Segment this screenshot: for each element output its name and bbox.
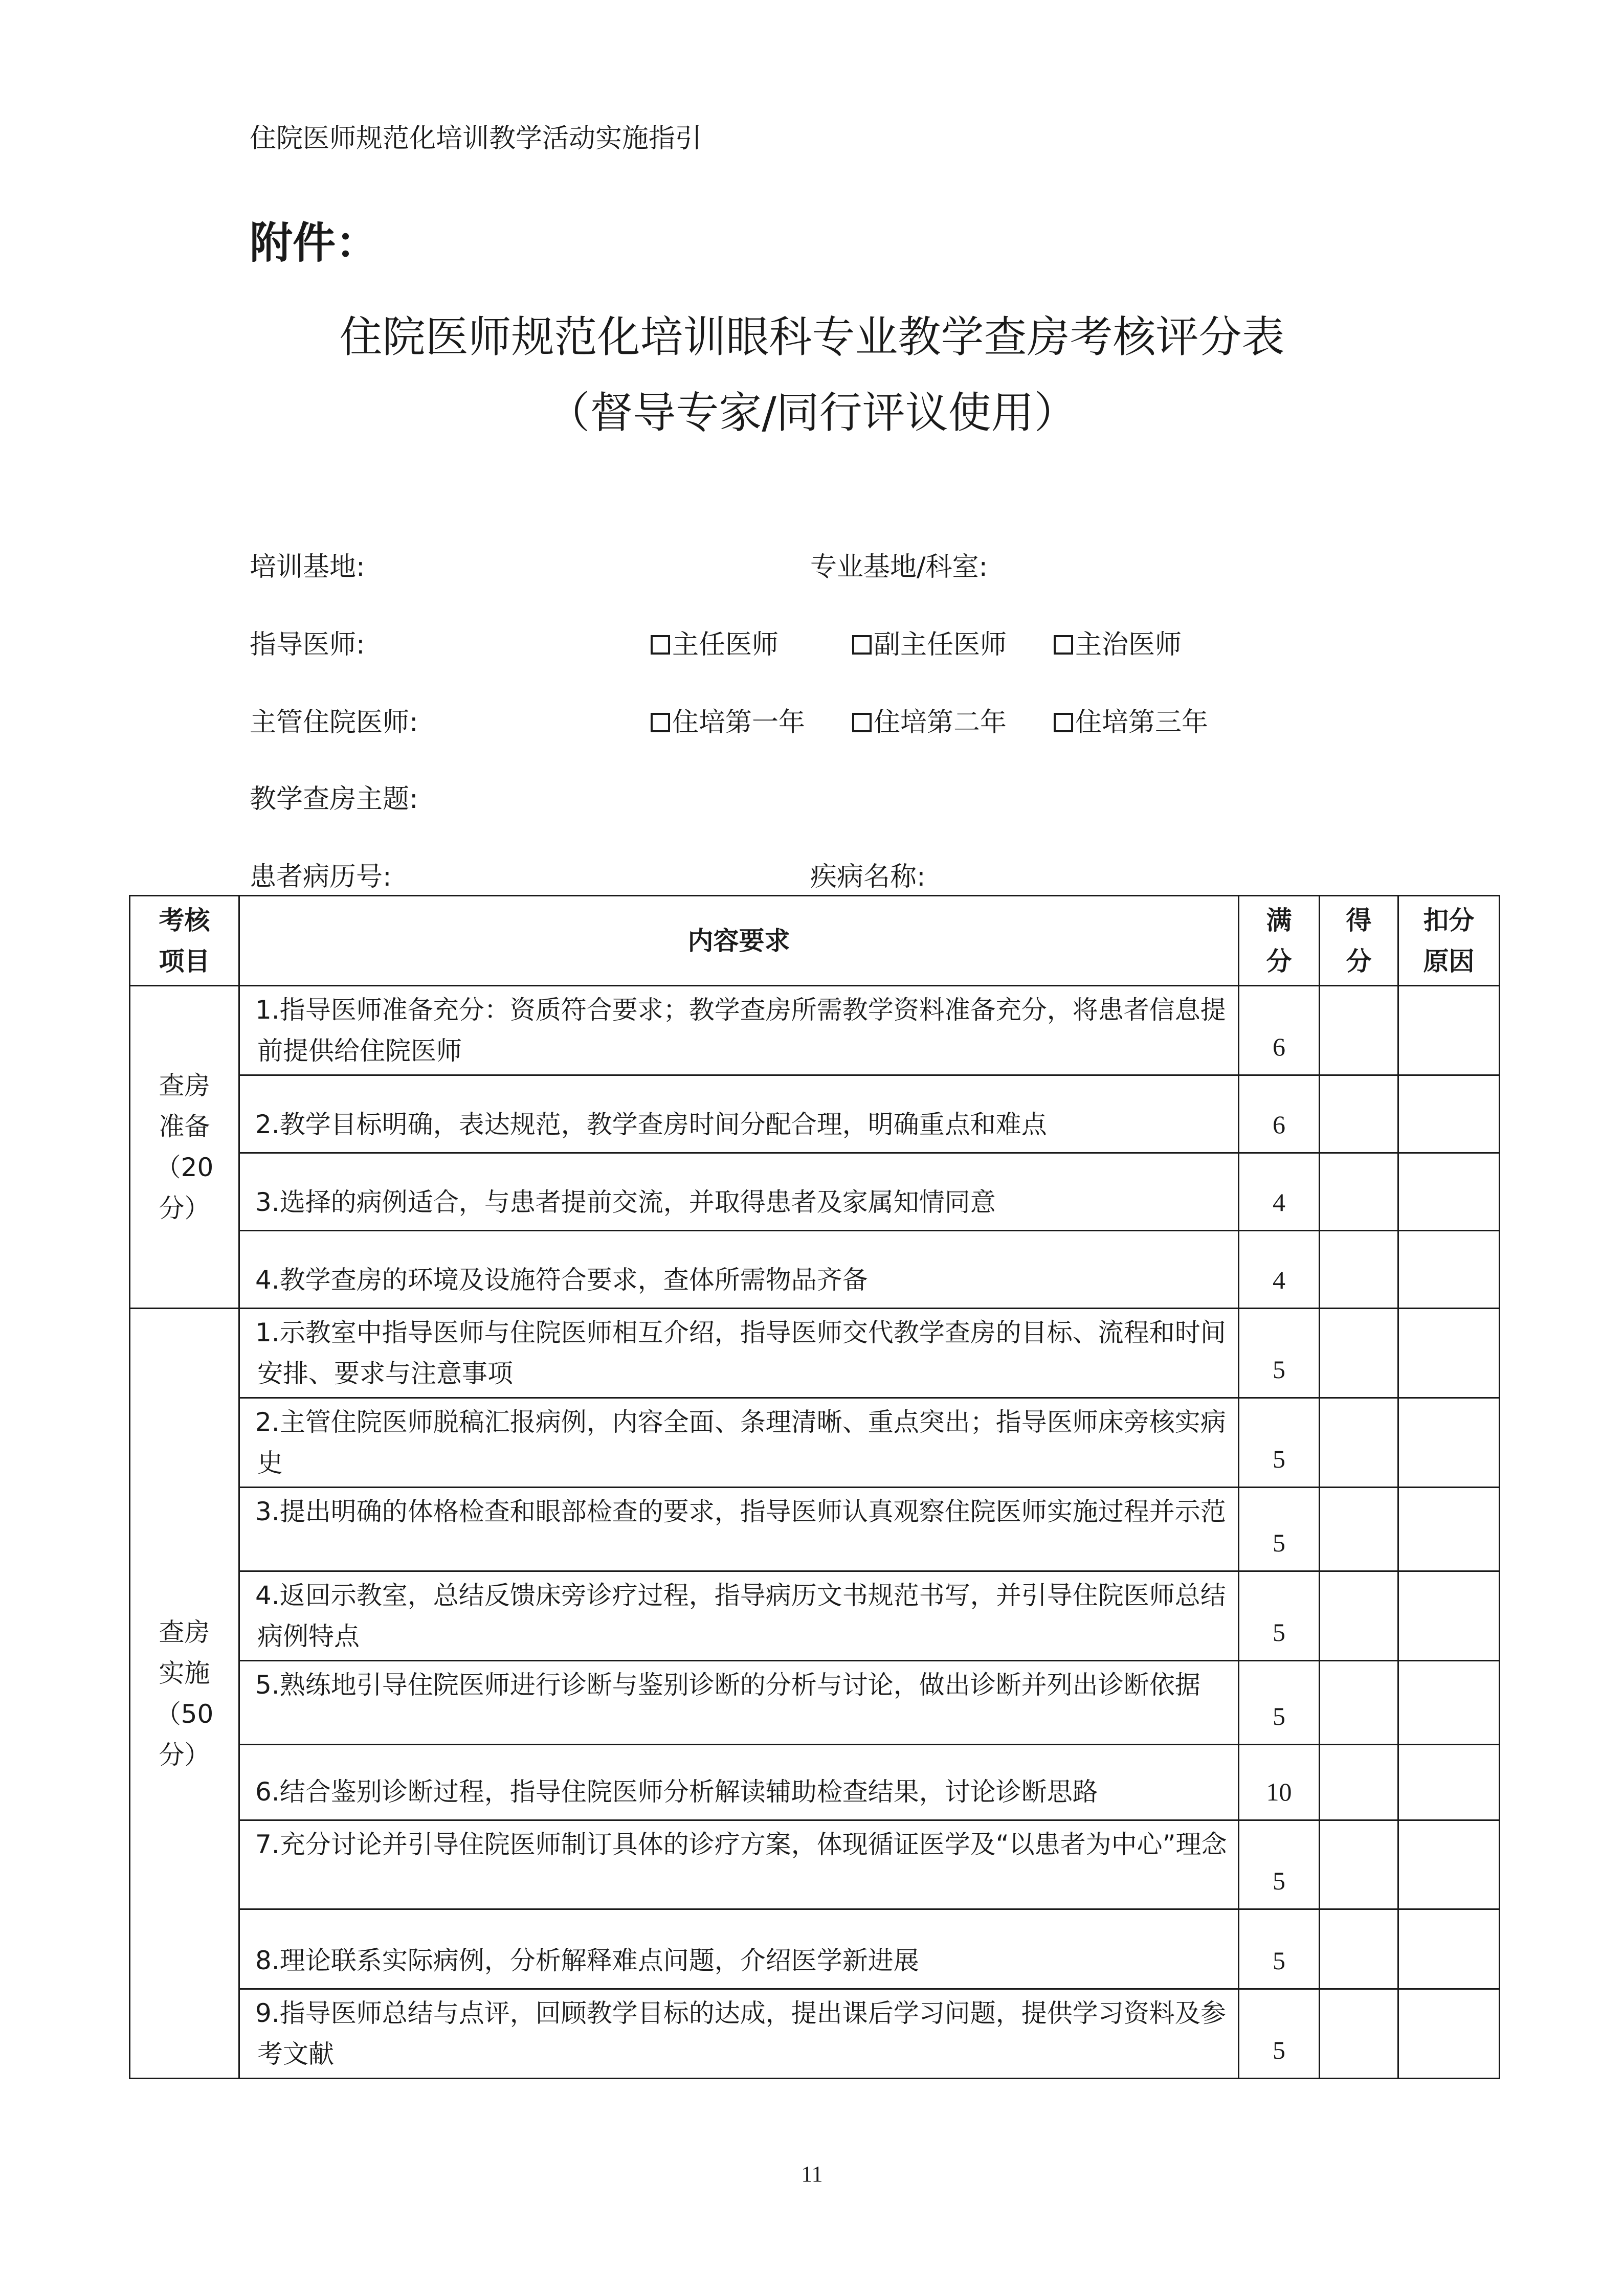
table-row — [130, 1661, 1500, 1745]
full-marks-cell: 5 — [1239, 1989, 1320, 2079]
running-header: 住院医师规范化培训教学活动实施指引 — [250, 123, 702, 154]
content-cell: 5.熟练地引导住院医师进行诊断与鉴别诊断的分析与讨论，做出诊断并列出诊断依据 — [239, 1661, 1239, 1745]
attachment-label: 附件： — [250, 218, 379, 268]
score-cell[interactable] — [1320, 1075, 1398, 1153]
header-category: 考核 项目 — [130, 896, 239, 986]
reason-cell[interactable] — [1398, 1820, 1500, 1909]
checkbox-icon[interactable] — [1054, 713, 1073, 732]
checkbox-icon[interactable] — [1054, 635, 1073, 655]
score-cell[interactable] — [1320, 1309, 1398, 1398]
header-full-marks: 满 分 — [1239, 896, 1320, 986]
reason-cell[interactable] — [1398, 1075, 1500, 1153]
score-cell[interactable] — [1320, 1989, 1398, 2079]
table-row — [130, 1398, 1500, 1488]
score-cell[interactable] — [1320, 1745, 1398, 1820]
content-cell: 9.指导医师总结与点评，回顾教学目标的达成，提出课后学习问题，提供学习资料及参考文献 — [239, 1989, 1239, 2079]
supervisor-option-attending[interactable]: 主治医师 — [1054, 623, 1182, 661]
resident-label: 主管住院医师: — [250, 707, 418, 738]
table-row — [130, 1745, 1500, 1820]
training-base-label: 培训基地: — [250, 552, 365, 582]
reason-cell[interactable] — [1398, 986, 1500, 1075]
content-cell: 3.提出明确的体格检查和眼部检查的要求，指导医师认真观察住院医师实施过程并示范 — [239, 1488, 1239, 1571]
header-score: 得 分 — [1320, 896, 1398, 986]
content-cell: 3.选择的病例适合，与患者提前交流，并取得患者及家属知情同意 — [239, 1153, 1239, 1231]
full-marks-cell: 4 — [1239, 1153, 1320, 1231]
reason-cell[interactable] — [1398, 1153, 1500, 1231]
content-cell: 4.教学查房的环境及设施符合要求，查体所需物品齐备 — [239, 1231, 1239, 1309]
document-title: 住院医师规范化培训眼科专业教学查房考核评分表 — [339, 312, 1285, 362]
score-cell[interactable] — [1320, 1231, 1398, 1309]
full-marks-cell: 6 — [1239, 986, 1320, 1075]
content-cell: 2.主管住院医师脱稿汇报病例，内容全面、条理清晰、重点突出；指导医师床旁核实病史 — [239, 1398, 1239, 1488]
table-row — [130, 1231, 1500, 1309]
supervisor-option-chief[interactable]: 主任医师 — [651, 623, 778, 661]
scoring-table — [129, 895, 1500, 2079]
score-cell[interactable] — [1320, 1909, 1398, 1989]
reason-cell[interactable] — [1398, 1398, 1500, 1488]
supervisor-label: 指导医师: — [250, 629, 365, 660]
reason-cell[interactable] — [1398, 1745, 1500, 1820]
full-marks-cell: 5 — [1239, 1488, 1320, 1571]
content-cell: 2.教学目标明确，表达规范，教学查房时间分配合理，明确重点和难点 — [239, 1075, 1239, 1153]
score-cell[interactable] — [1320, 1820, 1398, 1909]
record-number-label: 患者病历号: — [250, 862, 392, 892]
resident-option-year2[interactable]: 住培第二年 — [852, 701, 1007, 739]
full-marks-cell: 4 — [1239, 1231, 1320, 1309]
specialty-base-label: 专业基地/科室: — [810, 552, 988, 582]
content-cell: 7.充分讨论并引导住院医师制订具体的诊疗方案，体现循证医学及“以患者为中心”理念 — [239, 1820, 1239, 1909]
resident-option-year3[interactable]: 住培第三年 — [1054, 701, 1208, 739]
category-cell-implementation: 查房 实施 （50 分） — [130, 1309, 239, 2079]
content-cell: 8.理论联系实际病例，分析解释难点问题，介绍医学新进展 — [239, 1909, 1239, 1989]
score-cell[interactable] — [1320, 1571, 1398, 1661]
full-marks-cell: 5 — [1239, 1820, 1320, 1909]
score-cell[interactable] — [1320, 1153, 1398, 1231]
reason-cell[interactable] — [1398, 1989, 1500, 2079]
score-cell[interactable] — [1320, 1661, 1398, 1745]
table-row — [130, 1075, 1500, 1153]
reason-cell[interactable] — [1398, 1488, 1500, 1571]
content-cell: 1.指导医师准备充分：资质符合要求；教学查房所需教学资料准备充分，将患者信息提前提供给住院医师 — [239, 986, 1239, 1075]
reason-cell[interactable] — [1398, 1571, 1500, 1661]
full-marks-cell: 10 — [1239, 1745, 1320, 1820]
reason-cell[interactable] — [1398, 1661, 1500, 1745]
content-cell: 4.返回示教室，总结反馈床旁诊疗过程，指导病历文书规范书写，并引导住院医师总结病例特点 — [239, 1571, 1239, 1661]
reason-cell[interactable] — [1398, 1909, 1500, 1989]
checkbox-icon[interactable] — [852, 713, 872, 732]
table-row — [130, 1909, 1500, 1989]
full-marks-cell: 5 — [1239, 1398, 1320, 1488]
checkbox-icon[interactable] — [651, 713, 670, 732]
header-reason: 扣分 原因 — [1398, 896, 1500, 986]
checkbox-icon[interactable] — [651, 635, 670, 655]
table-header-row — [130, 896, 1500, 986]
table-row — [130, 1989, 1500, 2079]
table-row — [130, 1153, 1500, 1231]
topic-label: 教学查房主题: — [250, 784, 418, 815]
full-marks-cell: 5 — [1239, 1571, 1320, 1661]
table-row — [130, 1309, 1500, 1398]
score-cell[interactable] — [1320, 1488, 1398, 1571]
full-marks-cell: 5 — [1239, 1661, 1320, 1745]
table-row — [130, 1571, 1500, 1661]
supervisor-option-associate[interactable]: 副主任医师 — [852, 623, 1007, 661]
content-cell: 6.结合鉴别诊断过程，指导住院医师分析解读辅助检查结果，讨论诊断思路 — [239, 1745, 1239, 1820]
reason-cell[interactable] — [1398, 1231, 1500, 1309]
table-row — [130, 1488, 1500, 1571]
full-marks-cell: 5 — [1239, 1309, 1320, 1398]
checkbox-icon[interactable] — [852, 635, 872, 655]
category-cell-preparation: 查房 准备 （20 分） — [130, 986, 239, 1309]
content-cell: 1.示教室中指导医师与住院医师相互介绍，指导医师交代教学查房的目标、流程和时间安排、要求与注意事项 — [239, 1309, 1239, 1398]
table-row — [130, 1820, 1500, 1909]
full-marks-cell: 6 — [1239, 1075, 1320, 1153]
page-number: 11 — [801, 2162, 823, 2187]
document-subtitle: （督导专家/同行评议使用） — [547, 388, 1077, 438]
score-cell[interactable] — [1320, 986, 1398, 1075]
reason-cell[interactable] — [1398, 1309, 1500, 1398]
disease-name-label: 疾病名称: — [810, 862, 926, 892]
header-content: 内容要求 — [239, 896, 1239, 986]
score-cell[interactable] — [1320, 1398, 1398, 1488]
full-marks-cell: 5 — [1239, 1909, 1320, 1989]
resident-option-year1[interactable]: 住培第一年 — [651, 701, 805, 739]
table-row — [130, 986, 1500, 1075]
